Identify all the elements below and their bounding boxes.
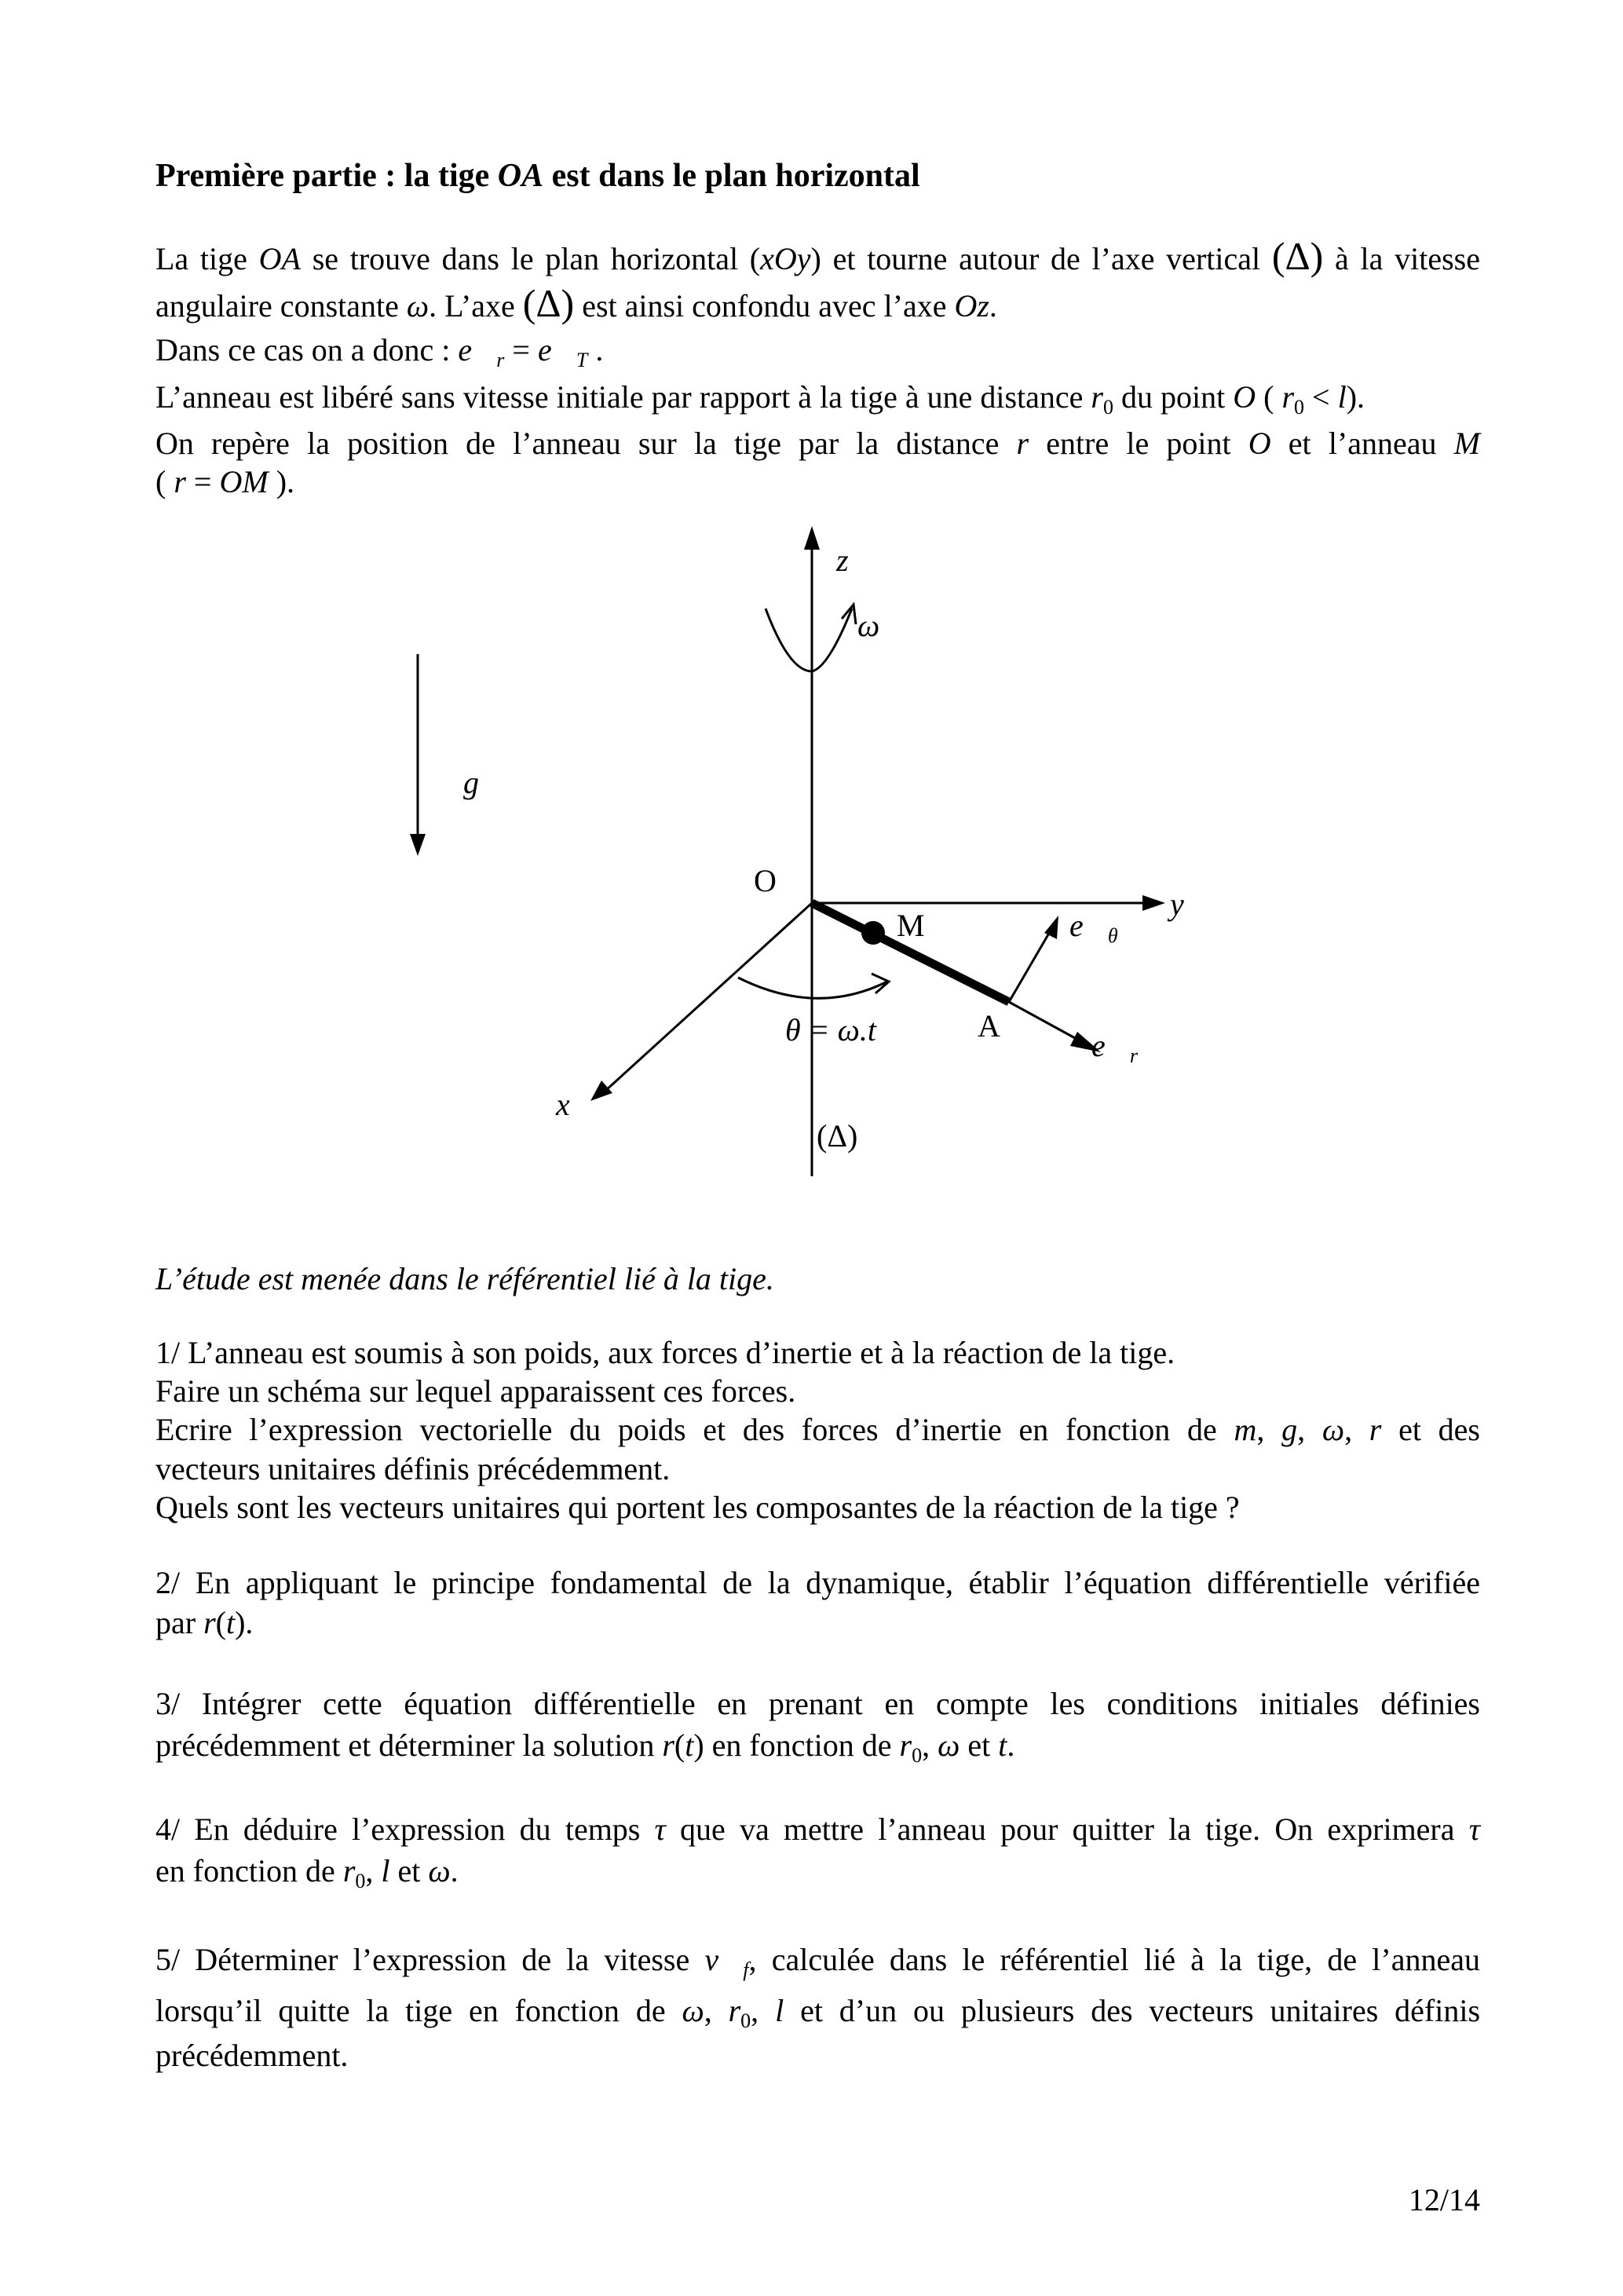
text-segment: 3/ Intégrer cette équation différentielle en prenant en compte les conditions initiales définies xyxy=(155,1686,1480,1721)
text-segment: lorsqu’il quitte la tige en fonction de xyxy=(155,1993,682,2028)
text-segment: ) et tourne autour de l’axe vertical xyxy=(810,241,1272,276)
text-segment: 0 xyxy=(1294,396,1305,419)
g-label: g⃗ xyxy=(463,765,504,800)
text-segment: et d’un ou plusieurs des vecteurs unitaires définis xyxy=(784,1993,1481,2028)
text-segment: g xyxy=(1281,1412,1298,1447)
text-segment: vecteurs unitaires définis précédemment. xyxy=(155,1451,671,1486)
text-segment: La tige xyxy=(155,241,259,276)
text-segment: f xyxy=(743,1958,749,1981)
e-r-vector xyxy=(1009,1002,1084,1043)
text-segment: r xyxy=(496,349,505,371)
text-segment: = xyxy=(185,464,220,499)
text-segment: est ainsi confondu avec l’axe xyxy=(574,288,955,324)
text-segment: r xyxy=(662,1727,674,1763)
text-segment: se trouve dans le plan horizontal ( xyxy=(300,241,761,276)
text-segment: par xyxy=(155,1605,204,1640)
text-segment: ( xyxy=(215,1605,226,1640)
text-segment: , xyxy=(922,1727,938,1763)
text-segment: ω xyxy=(406,288,430,324)
text-line-q1-l2 xyxy=(155,1373,1480,1410)
text-segment: OA xyxy=(497,158,544,194)
text-segment: . xyxy=(450,1853,459,1888)
text-segment: et des xyxy=(1381,1412,1480,1447)
text-line-study xyxy=(155,1260,1480,1298)
text-segment: 0 xyxy=(740,2009,751,2032)
e-theta-vector xyxy=(1009,930,1051,1002)
omega-rotation-arrow xyxy=(766,609,852,671)
text-segment: ). xyxy=(268,464,295,499)
text-segment: = xyxy=(504,332,538,367)
text-segment: l xyxy=(1337,379,1347,415)
text-segment: m xyxy=(1234,1412,1257,1447)
text-segment: ω xyxy=(682,1993,704,2028)
text-segment: v⃗ xyxy=(704,1942,744,1977)
text-segment: , xyxy=(704,1993,729,2028)
x-label: x xyxy=(556,1087,570,1122)
e-r-label: $e⃗_r$ xyxy=(1091,1028,1138,1067)
text-segment: ( xyxy=(155,464,174,499)
text-segment: OA xyxy=(258,241,301,276)
text-segment: que va mettre l’anneau pour quitter la tige. On exprimera xyxy=(665,1812,1469,1847)
text-segment: . xyxy=(989,288,997,324)
text-line-q5-l2 xyxy=(155,1992,1480,2040)
text-segment: T xyxy=(576,349,588,371)
text-segment: e⃗ xyxy=(537,332,576,367)
text-segment: 5/ Déterminer l’expression de la vitesse xyxy=(155,1942,705,1977)
text-segment: 2/ En appliquant le principe fondamental de la dynamique, établir l’équation différentielle vérifiée xyxy=(155,1565,1480,1600)
omega-label: ω xyxy=(857,608,880,643)
text-segment: xOy xyxy=(760,241,811,276)
text-line-q3-l2 xyxy=(155,1727,1480,1775)
text-segment: r xyxy=(1369,1412,1382,1447)
ring-M xyxy=(861,921,885,945)
text-segment: . L’axe xyxy=(429,288,523,324)
text-line-q1-l5 xyxy=(155,1489,1480,1526)
text-segment: r xyxy=(342,1853,356,1888)
text-line-q5-l3 xyxy=(155,2037,1480,2075)
text-line-q2-l2 xyxy=(155,1604,1480,1642)
text-segment: Oz xyxy=(954,288,989,324)
O-label: O xyxy=(754,863,777,898)
text-segment: r xyxy=(1281,379,1295,415)
x-axis xyxy=(605,903,812,1091)
text-line-q5-l1 xyxy=(155,1941,1480,1989)
e-theta-label: $e⃗_\theta$ xyxy=(1069,908,1118,947)
text-segment: , xyxy=(1256,1412,1282,1447)
text-segment: , calculée dans le référentiel lié à la tige, de l’anneau xyxy=(748,1942,1480,1977)
text-segment: , xyxy=(365,1853,382,1888)
text-segment: M xyxy=(1453,426,1480,461)
text-segment: O xyxy=(1233,379,1256,415)
text-segment: ( xyxy=(1256,379,1282,415)
A-label: A xyxy=(978,1008,1000,1044)
text-segment: ( xyxy=(674,1727,685,1763)
text-segment: O xyxy=(1248,426,1271,461)
text-segment: L’anneau est libéré sans vitesse initiale par rapport à la tige à une distance xyxy=(155,379,1091,415)
text-segment: < xyxy=(1304,379,1338,415)
text-segment: ω xyxy=(428,1853,451,1888)
text-segment: précédemment et déterminer la solution xyxy=(155,1727,663,1763)
text-segment: ) en fonction de xyxy=(693,1727,900,1763)
text-segment: . xyxy=(587,332,604,367)
text-segment: en fonction de xyxy=(155,1853,343,1888)
text-segment: et xyxy=(960,1727,999,1763)
y-label: y xyxy=(1170,887,1184,922)
text-segment: entre le point xyxy=(1029,426,1248,461)
z-arrowhead xyxy=(804,526,820,550)
text-segment: ω xyxy=(938,1727,960,1763)
text-segment: Faire un schéma sur lequel apparaissent ces forces. xyxy=(155,1373,796,1409)
text-segment: r xyxy=(203,1605,216,1640)
text-segment: 0 xyxy=(912,1744,923,1767)
text-segment: et l’anneau xyxy=(1270,426,1454,461)
text-segment: t xyxy=(225,1605,236,1640)
text-segment: Ecrire l’expression vectorielle du poids et des forces d’inertie en fonction de xyxy=(155,1412,1234,1447)
text-segment: (Δ) xyxy=(522,281,575,325)
text-segment: angulaire constante xyxy=(155,288,407,324)
M-label: M xyxy=(897,908,925,943)
text-segment: r xyxy=(1016,426,1029,461)
text-segment: l xyxy=(775,1993,784,2028)
text-segment: ). xyxy=(235,1605,254,1640)
text-line-q3-l1 xyxy=(155,1685,1480,1723)
text-segment: r xyxy=(174,464,186,499)
delta-axis-label: (Δ) xyxy=(817,1118,858,1153)
text-segment: t xyxy=(998,1727,1007,1763)
text-line-q1-l3 xyxy=(155,1411,1480,1449)
page-number: 12/14 xyxy=(1408,2182,1480,2217)
text-line-q4-l2 xyxy=(155,1852,1480,1900)
text-segment: r xyxy=(899,1727,912,1763)
text-segment: du point xyxy=(1113,379,1234,415)
text-segment: Première partie : la tige xyxy=(155,158,498,194)
text-segment: , xyxy=(751,1993,776,2028)
z-label: z xyxy=(836,543,849,578)
text-segment: à la vitesse xyxy=(1323,241,1480,276)
text-line-q2-l1 xyxy=(155,1564,1480,1602)
text-segment: r xyxy=(728,1993,741,2028)
text-line-q4-l1 xyxy=(155,1811,1480,1848)
text-segment: est dans le plan horizontal xyxy=(543,158,920,194)
text-segment: ). xyxy=(1346,379,1365,415)
text-segment: e⃗ xyxy=(458,332,497,367)
text-segment: . xyxy=(1007,1727,1015,1763)
text-segment: et xyxy=(389,1853,429,1888)
text-segment: 0 xyxy=(1102,396,1113,419)
text-line-q1-l4 xyxy=(155,1450,1480,1488)
text-segment: t xyxy=(685,1727,694,1763)
text-segment: Quels sont les vecteurs unitaires qui portent les composantes de la réaction de la tige ? xyxy=(155,1490,1240,1525)
text-segment: L’étude est menée dans le référentiel lié à la tige. xyxy=(155,1261,774,1296)
text-segment: 0 xyxy=(355,1870,366,1892)
text-segment: l xyxy=(381,1853,390,1888)
text-segment: τ xyxy=(654,1812,666,1847)
text-segment: ω xyxy=(1321,1412,1345,1447)
text-segment: , xyxy=(1344,1412,1369,1447)
text-segment: précédemment. xyxy=(155,2038,349,2073)
text-segment: τ xyxy=(1468,1812,1481,1847)
theta-label: θ = ω.t xyxy=(785,1012,876,1047)
text-segment: 1/ L’anneau est soumis à son poids, aux forces d’inertie et à la réaction de la tige. xyxy=(155,1335,1175,1370)
text-segment: 4/ En déduire l’expression du temps xyxy=(155,1812,655,1847)
text-segment: OM xyxy=(219,464,269,499)
text-segment: r xyxy=(1091,379,1103,415)
text-line-q1-l1 xyxy=(155,1334,1480,1372)
text-segment: On repère la position de l’anneau sur la tige par la distance xyxy=(155,426,1017,461)
text-segment: Dans ce cas on a donc : xyxy=(155,332,459,367)
text-segment: , xyxy=(1297,1412,1322,1447)
text-segment: (Δ) xyxy=(1271,234,1324,278)
